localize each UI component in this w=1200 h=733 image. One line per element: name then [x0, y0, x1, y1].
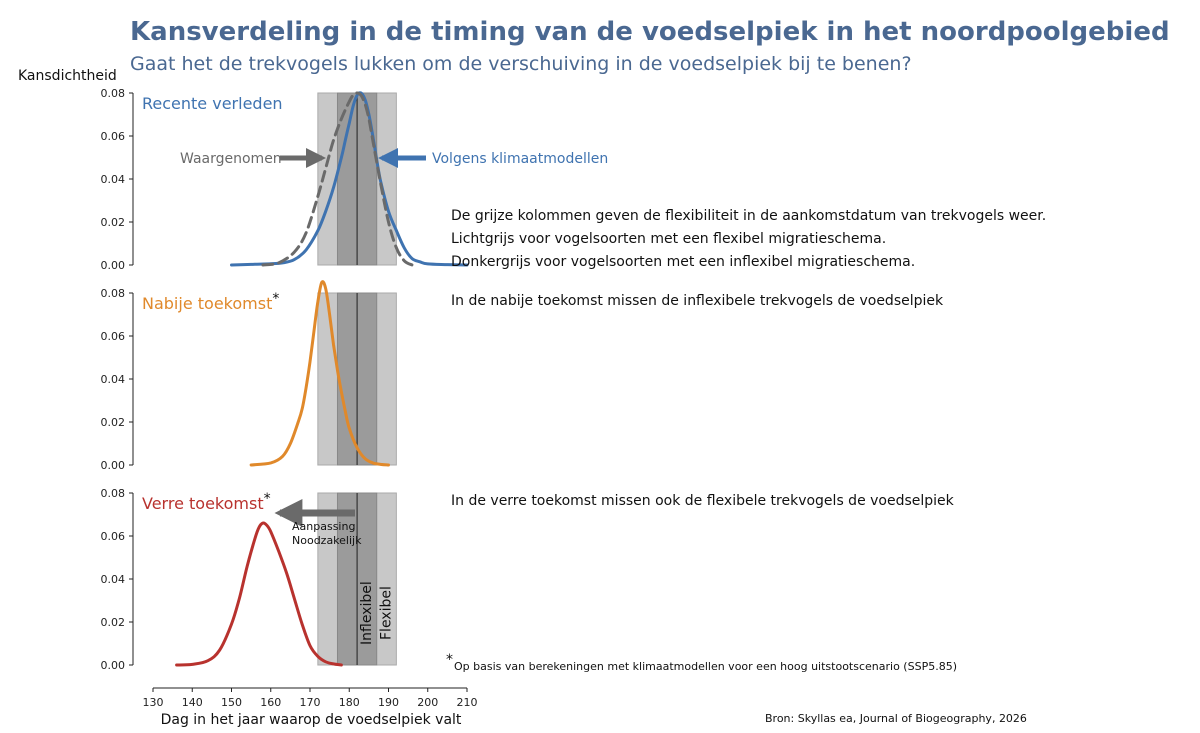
- panel-2: [101, 282, 397, 472]
- y-tick-label: 0.04: [100, 573, 125, 586]
- y-tick-label: 0.00: [100, 459, 125, 472]
- source-text: Bron: Skyllas ea, Journal of Biogeography, 2026: [765, 712, 1027, 725]
- chart-subtitle: Gaat het de trekvogels lukken om de verschuiving in de voedselpiek bij te benen?: [130, 53, 912, 75]
- y-tick-label: 0.08: [100, 487, 125, 500]
- x-tick-label: 180: [338, 696, 360, 709]
- adaptation-label: Aanpassing: [292, 520, 356, 533]
- footnote-text: Op basis van berekeningen met klimaatmodellen voor een hoog uitstootscenario (SSP5.85): [454, 660, 957, 673]
- y-tick-label: 0.02: [100, 616, 125, 629]
- note-near-future: In de nabije toekomst missen de inflexibele trekvogels de voedselpiek: [451, 293, 944, 309]
- annotation-observed: Waargenomen: [180, 151, 282, 167]
- adaptation-label: Noodzakelijk: [292, 534, 362, 547]
- x-axis-label: Dag in het jaar waarop de voedselpiek valt: [160, 712, 462, 728]
- y-tick-label: 0.02: [100, 216, 125, 229]
- y-tick-label: 0.02: [100, 416, 125, 429]
- y-tick-label: 0.04: [100, 373, 125, 386]
- panel-label: Nabije toekomst*: [142, 291, 280, 313]
- y-axis-label: Kansdichtheid: [18, 68, 117, 84]
- annotation-model: Volgens klimaatmodellen: [432, 151, 609, 167]
- flexible-band-label: Flexibel: [378, 586, 395, 640]
- x-tick-label: 140: [181, 696, 203, 709]
- x-tick-label: 150: [221, 696, 242, 709]
- panel-3: [101, 487, 397, 672]
- chart-title: Kansverdeling in de timing van de voedselpiek in het noordpoolgebied: [130, 17, 1170, 47]
- y-tick-label: 0.06: [100, 130, 125, 143]
- x-tick-label: 200: [417, 696, 439, 709]
- x-tick-label: 160: [260, 696, 282, 709]
- note-gray-intro: De grijze kolommen geven de flexibiliteit in de aankomstdatum van trekvogels weer.: [451, 208, 1047, 224]
- y-tick-label: 0.06: [100, 530, 125, 543]
- note-light-gray: Lichtgrijs voor vogelsoorten met een flexibel migratieschema.: [451, 231, 887, 247]
- inflexible-band-label: Inflexibel: [358, 581, 375, 645]
- y-tick-label: 0.08: [100, 87, 125, 100]
- x-tick-label: 170: [299, 696, 321, 709]
- y-tick-label: 0.06: [100, 330, 125, 343]
- y-tick-label: 0.00: [100, 659, 125, 672]
- y-tick-label: 0.00: [100, 259, 125, 272]
- panel-label: Recente verleden: [142, 94, 283, 113]
- x-tick-label: 130: [142, 696, 164, 709]
- y-tick-label: 0.04: [100, 173, 125, 186]
- note-dark-gray: Donkergrijs voor vogelsoorten met een inflexibel migratieschema.: [451, 254, 916, 270]
- x-axis: [143, 688, 478, 709]
- chart-panels: [101, 87, 609, 672]
- note-far-future: In de verre toekomst missen ook de flexibele trekvogels de voedselpiek: [451, 493, 954, 509]
- x-tick-label: 210: [456, 696, 478, 709]
- footnote-star: *: [446, 652, 453, 668]
- panel-label: Verre toekomst*: [142, 491, 271, 513]
- x-tick-label: 190: [378, 696, 399, 709]
- y-tick-label: 0.08: [100, 287, 125, 300]
